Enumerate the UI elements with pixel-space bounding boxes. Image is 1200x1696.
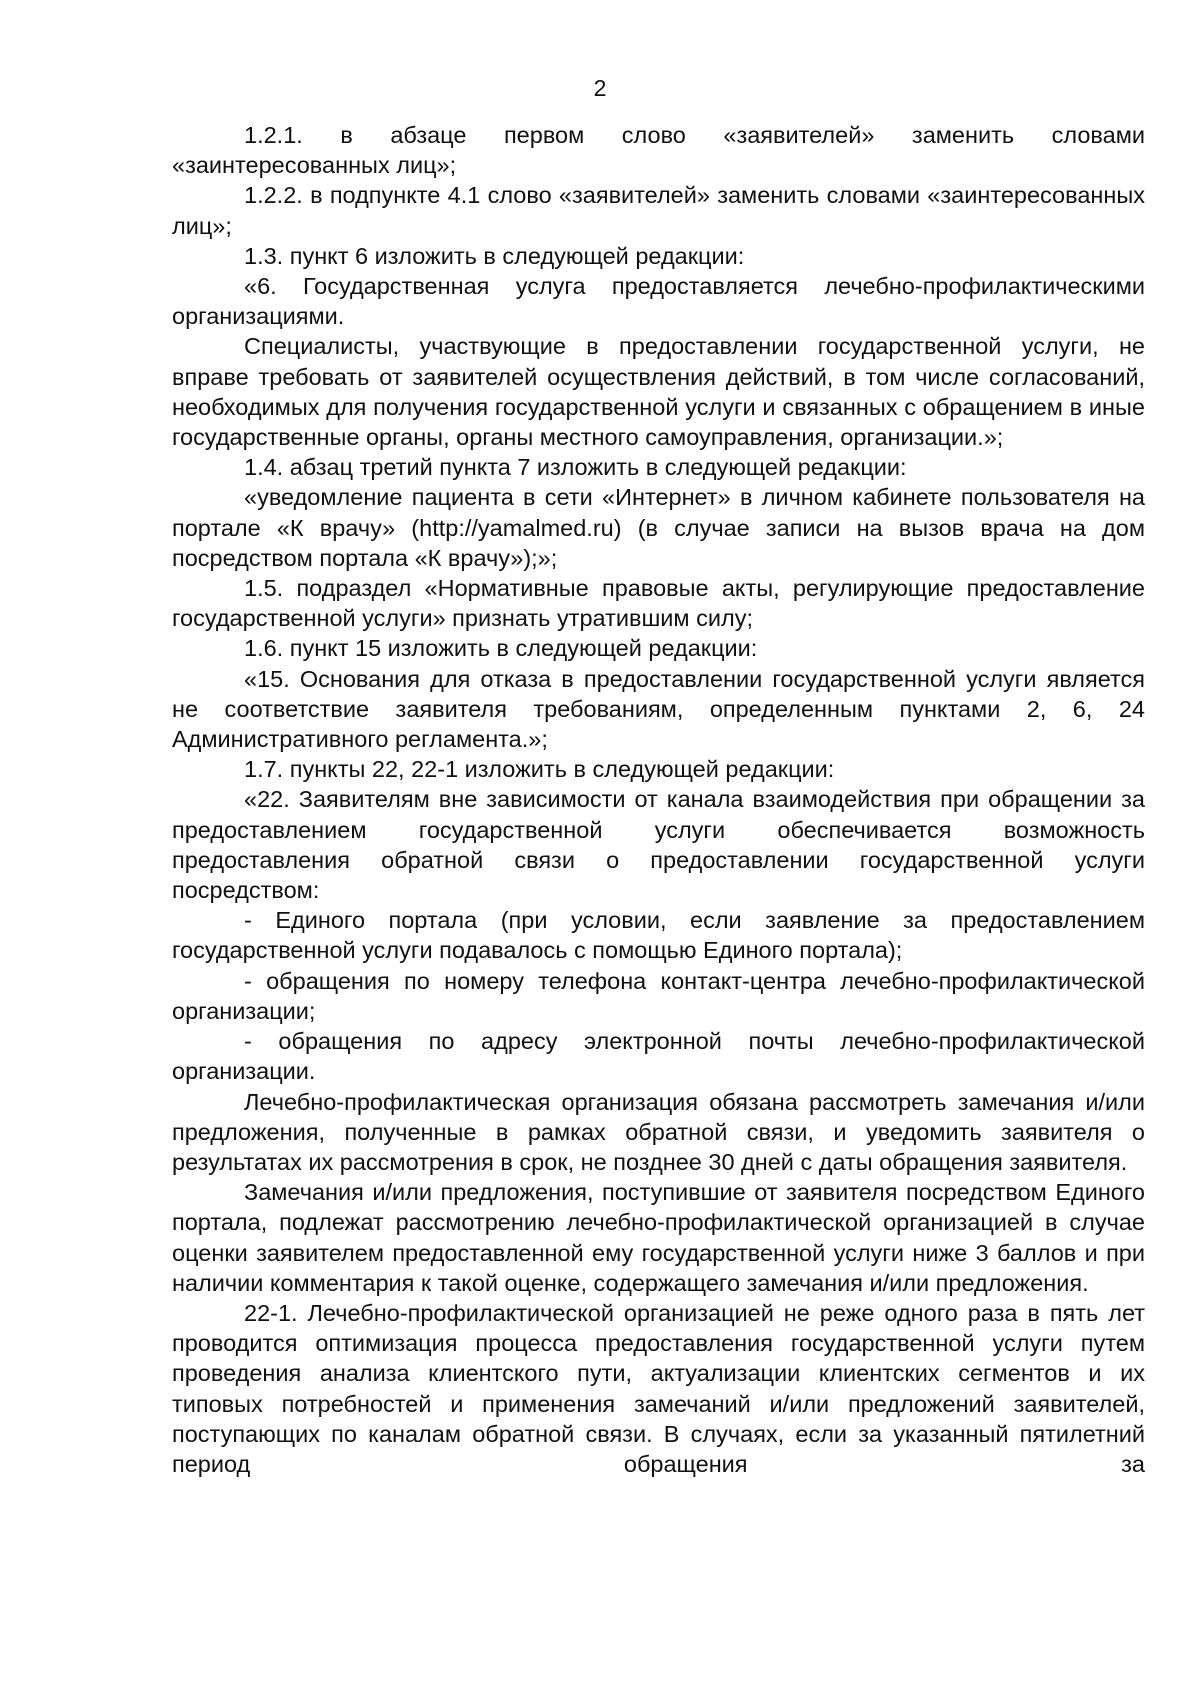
paragraph-1-4: 1.4. абзац третий пункта 7 изложить в следующей редакции: bbox=[244, 454, 907, 481]
page-number: 2 bbox=[593, 75, 607, 101]
paragraph-notification: «уведомление пациента в сети «Интернет» в личном кабинете пользователя на портале «К врачу» (http://yamalmed.ru) (в случае записи на вызов врача на дом посредством портала «К врачу»);»; bbox=[172, 484, 1145, 571]
paragraph-feedback-portal: - Единого портала (при условии, если заявление за предоставлением государственной услуги подавалось с помощью Единого портала); bbox=[172, 907, 1145, 964]
paragraph-1-5: 1.5. подраздел «Нормативные правовые акты, регулирующие предоставление государственной услуги» признать утратившим силу; bbox=[172, 575, 1145, 632]
paragraph-review-obligation: Лечебно-профилактическая организация обязана рассмотреть замечания и/или предложения, полученные в рамках обратной связи, и уведомить заявителя о результатах их рассмотрения в срок, не позднее 30 дней с даты обращения заявителя. bbox=[172, 1088, 1145, 1175]
paragraph-specialists: Специалисты, участвующие в предоставлении государственной услуги, не вправе требовать от заявителей осуществления действий, в том числе согласований, необходимых для получения государственной услуги и связанных с обращением в иные государственные органы, органы местного самоуправления, организации.»; bbox=[172, 333, 1145, 451]
paragraph-1-7: 1.7. пункты 22, 22-1 изложить в следующей редакции: bbox=[244, 756, 835, 783]
paragraph-item-15: «15. Основания для отказа в предоставлении государственной услуги является не соответствие заявителя требованиям, определенным пунктами 2, 6, 24 Административного регламента.»; bbox=[172, 665, 1145, 753]
document-body bbox=[172, 120, 1145, 1479]
paragraph-portal-remarks: Замечания и/или предложения, поступившие от заявителя посредством Единого портала, подлежат рассмотрению лечебно-профилактической организацией в случае оценки заявителем предоставленной ему государственной услуги ниже 3 баллов и при наличии комментария к такой оценке, содержащего замечания и/или предложения. bbox=[172, 1179, 1145, 1296]
paragraph-feedback-phone: - обращения по номеру телефона контакт-центра лечебно-профилактической организации; bbox=[172, 967, 1145, 1024]
paragraph-1-6: 1.6. пункт 15 изложить в следующей редакции: bbox=[244, 635, 758, 662]
paragraph-item-22-1: 22-1. Лечебно-профилактической организацией не реже одного раза в пять лет проводится оптимизация процесса предоставления государственной услуги путем проведения анализа клиентского пути, актуализации клиентских сегментов и их типовых потребностей и применения замечаний и/или предложений заявителей, поступающих по каналам обратной связи. В случаях, если за указанный пятилетний период обращения за bbox=[172, 1299, 1145, 1477]
paragraph-1-2-1: 1.2.1. в абзаце первом слово «заявителей» заменить словами «заинтересованных лиц»; bbox=[172, 122, 1145, 179]
paragraph-item-22: «22. Заявителям вне зависимости от канала взаимодействия при обращении за предоставлением государственной услуги обеспечивается возможность предоставления обратной связи о предоставлении государственной услуги посредством: bbox=[172, 786, 1145, 904]
paragraph-feedback-email: - обращения по адресу электронной почты лечебно-профилактической организации. bbox=[172, 1028, 1145, 1085]
paragraph-1-3: 1.3. пункт 6 изложить в следующей редакции: bbox=[244, 242, 745, 269]
paragraph-item-6: «6. Государственная услуга предоставляется лечебно-профилактическими организациями. bbox=[172, 273, 1145, 330]
paragraph-1-2-2: 1.2.2. в подпункте 4.1 слово «заявителей» заменить словами «заинтересованных лиц»; bbox=[172, 182, 1145, 239]
